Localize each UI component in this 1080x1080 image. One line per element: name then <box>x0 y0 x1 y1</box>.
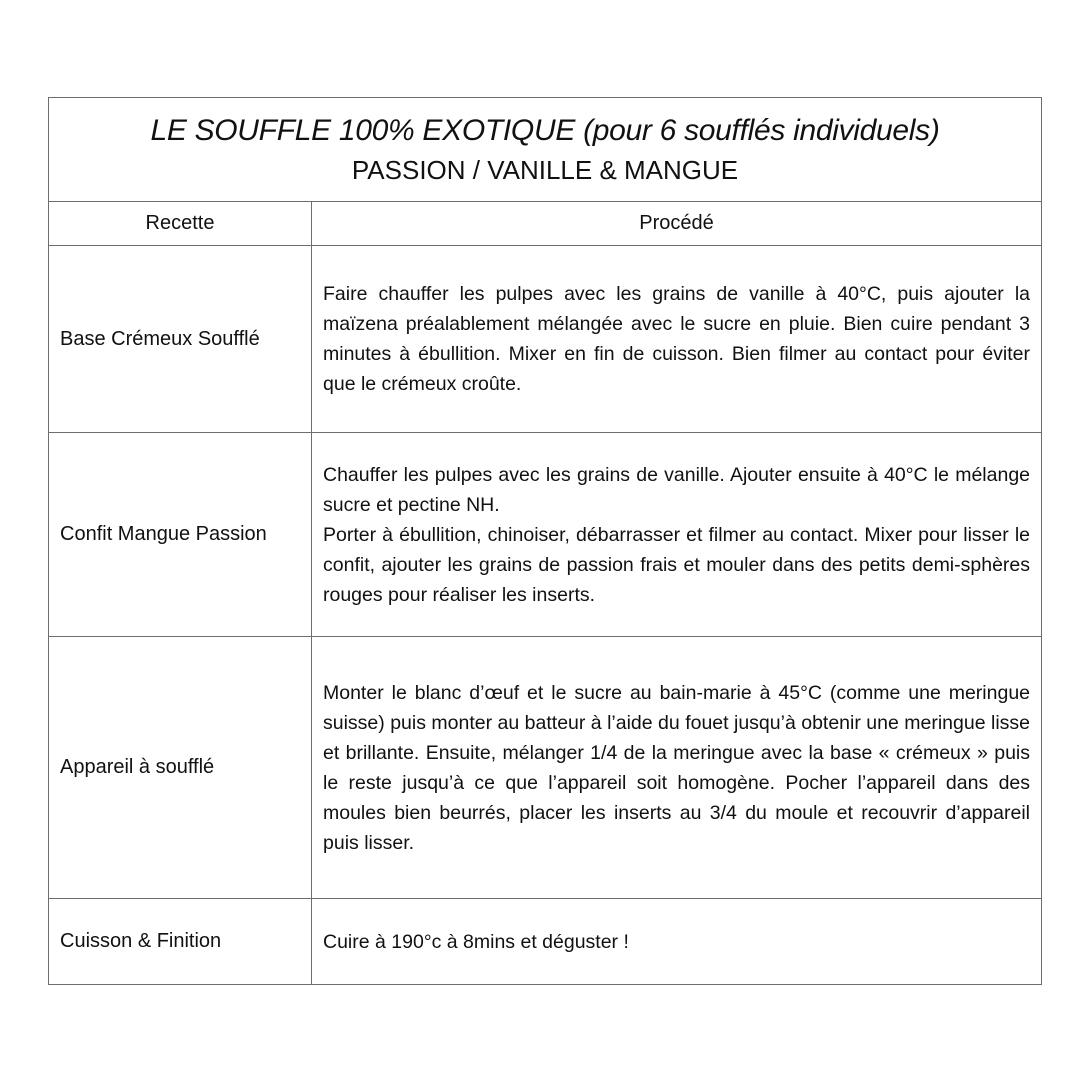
header-procede: Procédé <box>312 202 1042 246</box>
recipe-step-name: Base Crémeux Soufflé <box>49 246 312 433</box>
recipe-step-name: Confit Mangue Passion <box>49 433 312 637</box>
recipe-step-process <box>312 433 1042 637</box>
process-paragraph: Porter à ébullition, chinoiser, débarrasser et filmer au contact. Mixer pour lisser le confit, ajouter les grains de passion frais et mouler dans des petits demi-sphères rouges pour réaliser les inserts. <box>323 523 1031 606</box>
title-cell <box>49 98 1042 202</box>
process-paragraph: Chauffer les pulpes avec les grains de vanille. Ajouter ensuite à 40°C le mélange sucre et pectine NH. <box>323 463 1031 516</box>
recipe-step-process <box>312 899 1042 985</box>
recipe-subtitle: PASSION / VANILLE & MANGUE <box>351 154 739 185</box>
title-row <box>49 98 1042 202</box>
recipe-step-name: Appareil à soufflé <box>49 637 312 899</box>
recipe-step-process <box>312 637 1042 899</box>
table-row <box>49 433 1042 637</box>
process-paragraph: Cuire à 190°c à 8mins et déguster ! <box>323 930 629 953</box>
process-paragraph: Faire chauffer les pulpes avec les grains de vanille à 40°C, puis ajouter la maïzena préalablement mélangée avec le sucre en pluie. Bien cuire pendant 3 minutes à ébullition. Mixer en fin de cuisson. Bien filmer au contact pour éviter que le crémeux croûte. <box>323 283 1031 395</box>
header-row <box>49 202 1042 246</box>
recipe-step-process <box>312 246 1042 433</box>
process-paragraph: Monter le blanc d’œuf et le sucre au bain-marie à 45°C (comme une meringue suisse) puis monter au batteur à l’aide du fouet jusqu’à obtenir une meringue lisse et brillante. Ensuite, mélanger 1/4 de la meringue avec la base « crémeux » puis le reste jusqu’à ce que l’appareil soit homogène. Pocher l’appareil dans des moules bien beurrés, placer les inserts au 3/4 du moule et recouvrir d’appareil puis lisser. <box>323 681 1031 854</box>
header-recette: Recette <box>49 202 312 246</box>
table-row <box>49 637 1042 899</box>
recipe-title: LE SOUFFLE 100% EXOTIQUE (pour 6 soufflés individuels) <box>150 113 940 147</box>
recipe-table <box>48 97 1042 985</box>
recipe-step-name: Cuisson & Finition <box>49 899 312 985</box>
table-row <box>49 246 1042 433</box>
table-row <box>49 899 1042 985</box>
